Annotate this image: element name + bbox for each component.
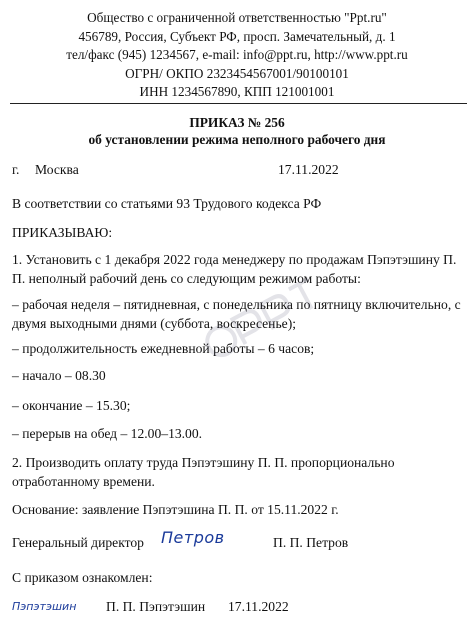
director-name: П. П. Петров [273,535,349,550]
director-role: Генеральный директор [12,535,144,550]
company-header [0,9,474,102]
lunch-break: – перерыв на обед – 12.00–13.00. [12,426,203,441]
company-name: Общество с ограниченной ответственностью "Ppt.ru" [87,10,387,25]
item-2-line: 2. Производить оплату труда Пэпэтэшину П. П. пропорционально [12,455,395,470]
order-subtitle: об установлении режима неполного рабочего дня [88,132,386,147]
order-title: ПРИКАЗ № 256 [189,115,285,130]
item-1-line: 1. Установить с 1 декабря 2022 года менеджеру по продажам Пэпэтэшину П. [12,252,457,267]
company-address: 456789, Россия, Субъект РФ, просп. Замечательный, д. 1 [78,28,396,44]
acknowledgement-date: 17.11.2022 [228,599,289,614]
work-end: – окончание – 15.30; [12,398,131,413]
item-1 [12,250,468,288]
company-inn: ИНН 1234567890, КПП 121001001 [139,84,335,100]
order-word: ПРИКАЗЫВАЮ: [12,225,113,240]
item-2 [12,453,468,491]
work-week-line: – рабочая неделя – пятидневная, с понедельника по пятницу включительно, с [12,297,461,312]
acknowledgement-title: С приказом ознакомлен: [12,570,153,585]
order-date: 17.11.2022 [278,162,339,177]
work-duration: – продолжительность ежедневной работы – 6 часов; [12,341,315,356]
employee-name: П. П. Пэпэтэшин [106,599,206,614]
work-week-line: двумя выходными днями (суббота, воскресенье); [12,316,296,331]
header-divider [10,103,467,104]
director-handwritten-signature: Петров [161,528,225,547]
item-2-line: отработанному времени. [12,474,155,489]
company-ogrn: ОГРН/ ОКПО 2323454567001/90100101 [125,65,349,81]
company-contacts: тел/факс (945) 1234567, e-mail: info@ppt.ru, http://www.ppt.ru [66,47,408,63]
basis-intro: В соответствии со статьями 93 Трудового кодекса РФ [12,196,322,211]
employee-handwritten-signature: Пэпэтэшин [12,600,77,613]
item-1-line: П. неполный рабочий день со следующим режимом работы: [12,271,361,286]
work-start: – начало – 08.30 [12,368,106,383]
order-city: Москва [35,162,79,177]
order-grounds: Основание: заявление Пэпэтэшина П. П. от 15.11.2022 г. [12,502,339,517]
city-prefix: г. [12,162,20,177]
